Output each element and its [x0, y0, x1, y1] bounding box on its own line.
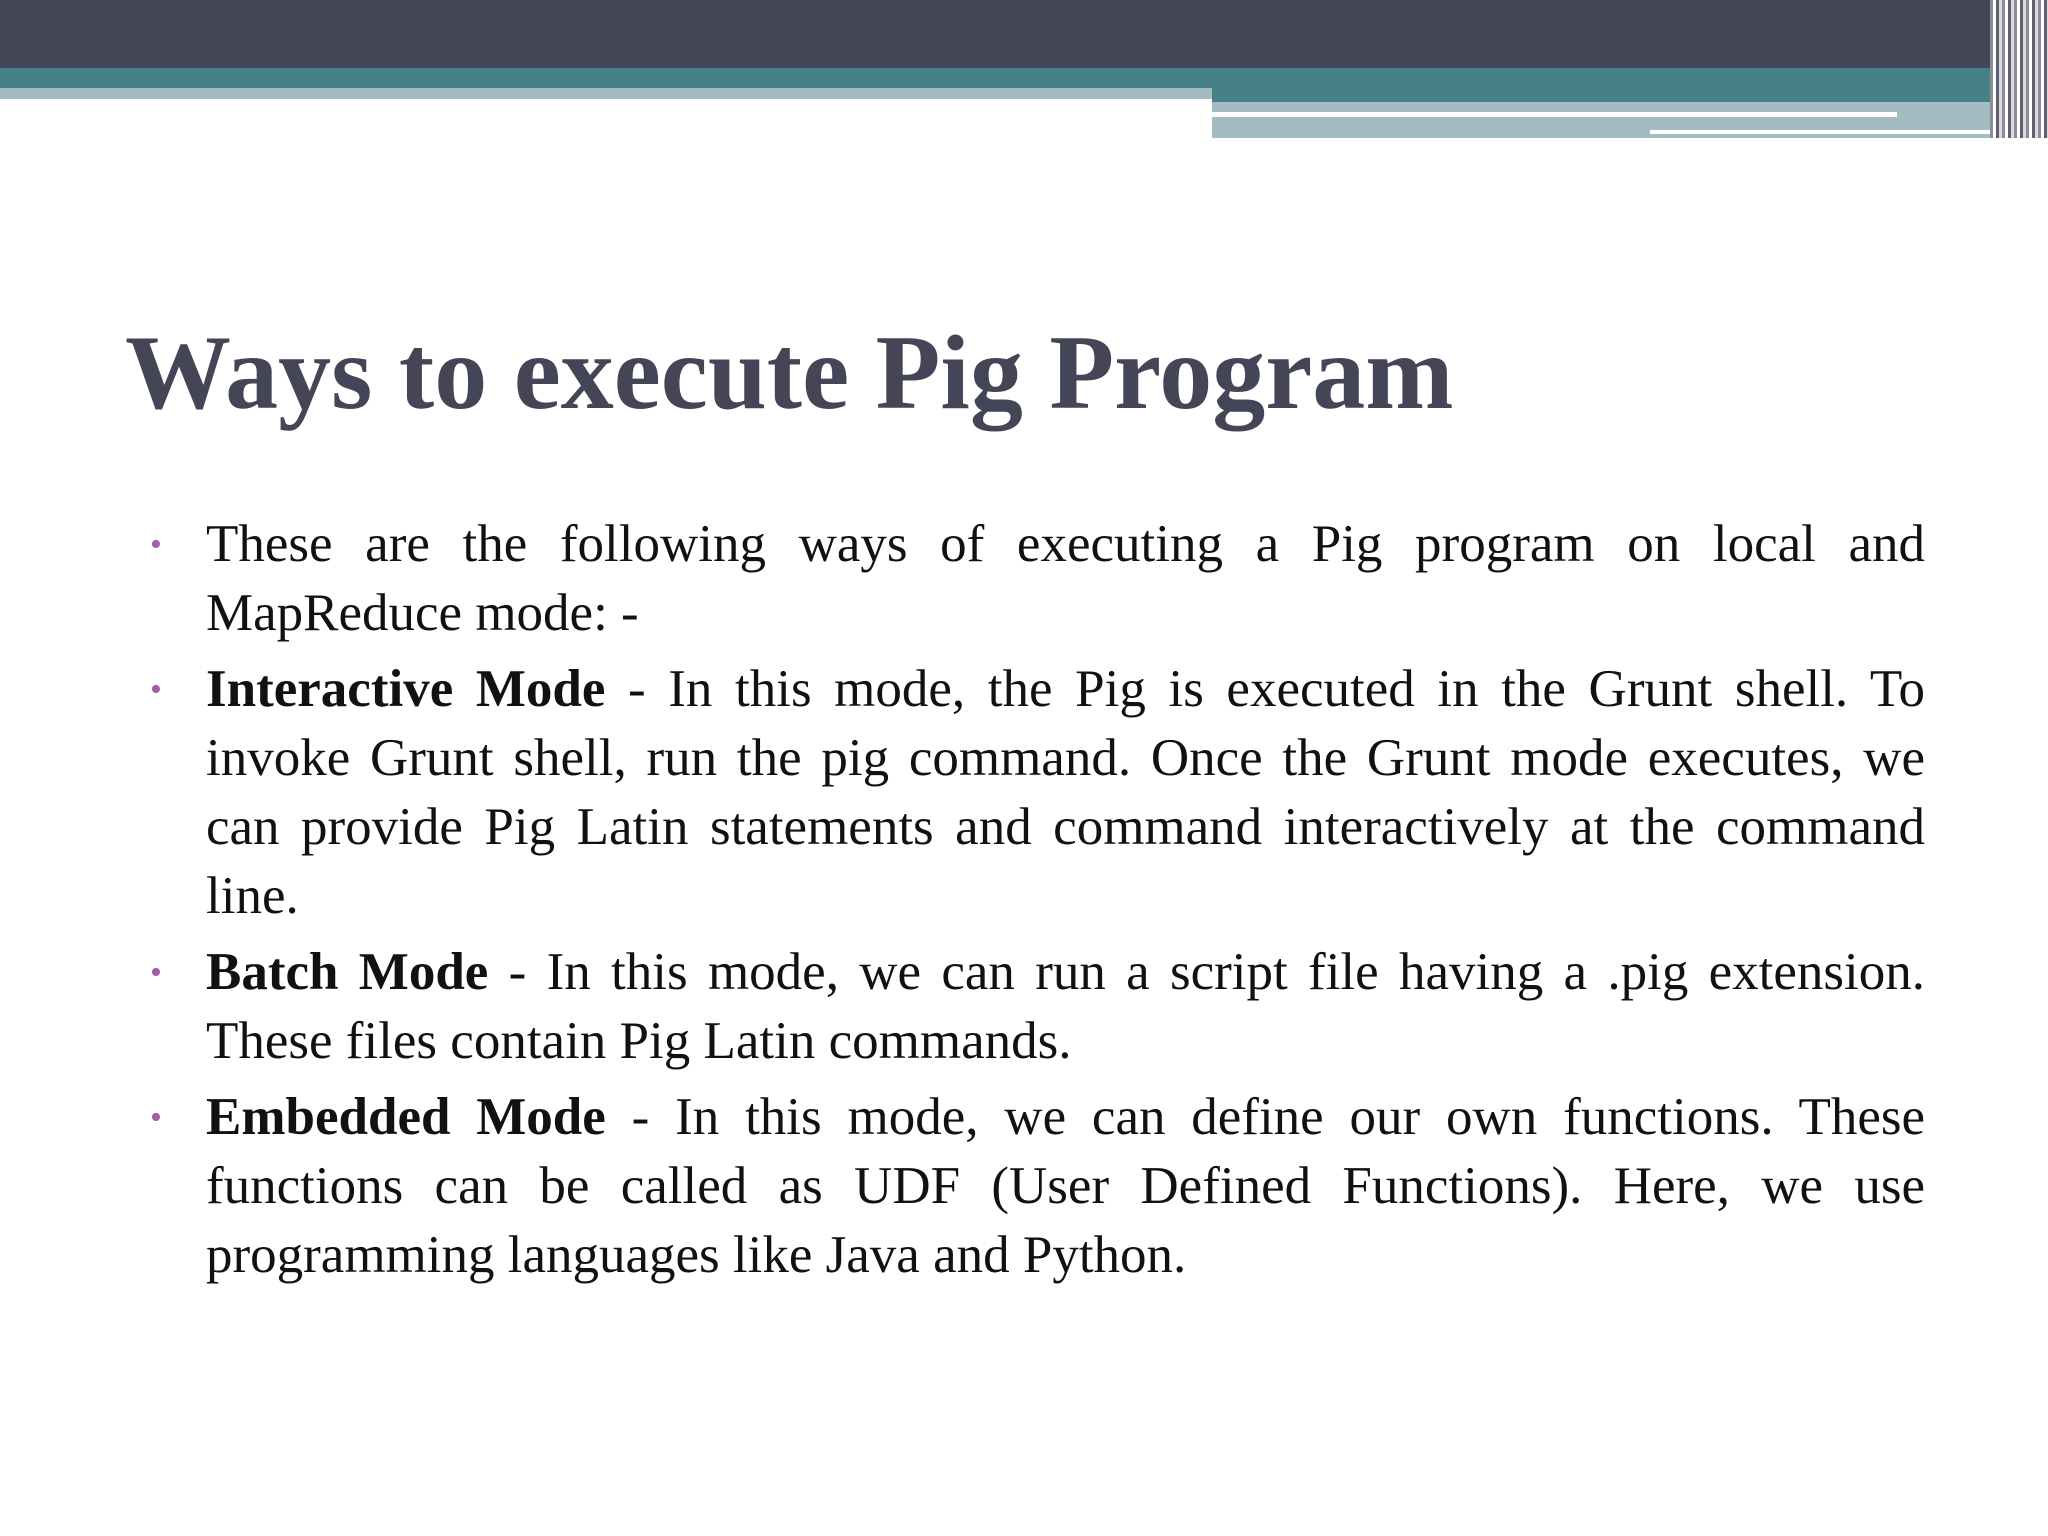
bullet-term: Interactive Mode	[206, 660, 606, 718]
bullet-dot-icon: •	[150, 1099, 162, 1136]
bullet-item-embedded-mode	[150, 1083, 1925, 1290]
bullet-dot-icon: •	[150, 671, 162, 708]
bullet-dot-icon: •	[150, 954, 162, 991]
header-accent-line	[1212, 112, 1897, 117]
bullet-text: - In this mode, the Pig is executed in the Grunt shell. To invoke Grunt shell, run the pig command. Once the Grunt mode executes, we can provide Pig Latin statements and command interactively at the command line.	[206, 660, 1925, 925]
header-band-light-left	[0, 88, 1212, 99]
bullet-item-interactive-mode	[150, 655, 1925, 931]
bullet-dot-icon: •	[150, 526, 162, 563]
header-stripes	[1990, 0, 2048, 138]
header-band-teal	[0, 68, 1990, 88]
bullet-text: - In this mode, we can define our own functions. These functions can be called as UDF (User Defined Functions). Here, we use programming languages like Java and Python.	[206, 1088, 1926, 1284]
header-band-dark	[0, 0, 1990, 68]
bullet-list	[150, 510, 1925, 1297]
header-accent-line-short	[1650, 130, 1990, 134]
bullet-text: - In this mode, we can run a script file having a .pig extension. These files contain Pig Latin commands.	[206, 943, 1926, 1070]
header-band-teal-right	[1212, 88, 1990, 102]
bullet-item-intro	[150, 510, 1925, 648]
bullet-text: These are the following ways of executing a Pig program on local and MapReduce mode: -	[206, 515, 1925, 642]
bullet-term: Batch Mode	[206, 943, 489, 1001]
slide-title: Ways to execute Pig Program	[125, 314, 1454, 431]
bullet-item-batch-mode	[150, 938, 1925, 1076]
bullet-term: Embedded Mode	[206, 1088, 606, 1146]
